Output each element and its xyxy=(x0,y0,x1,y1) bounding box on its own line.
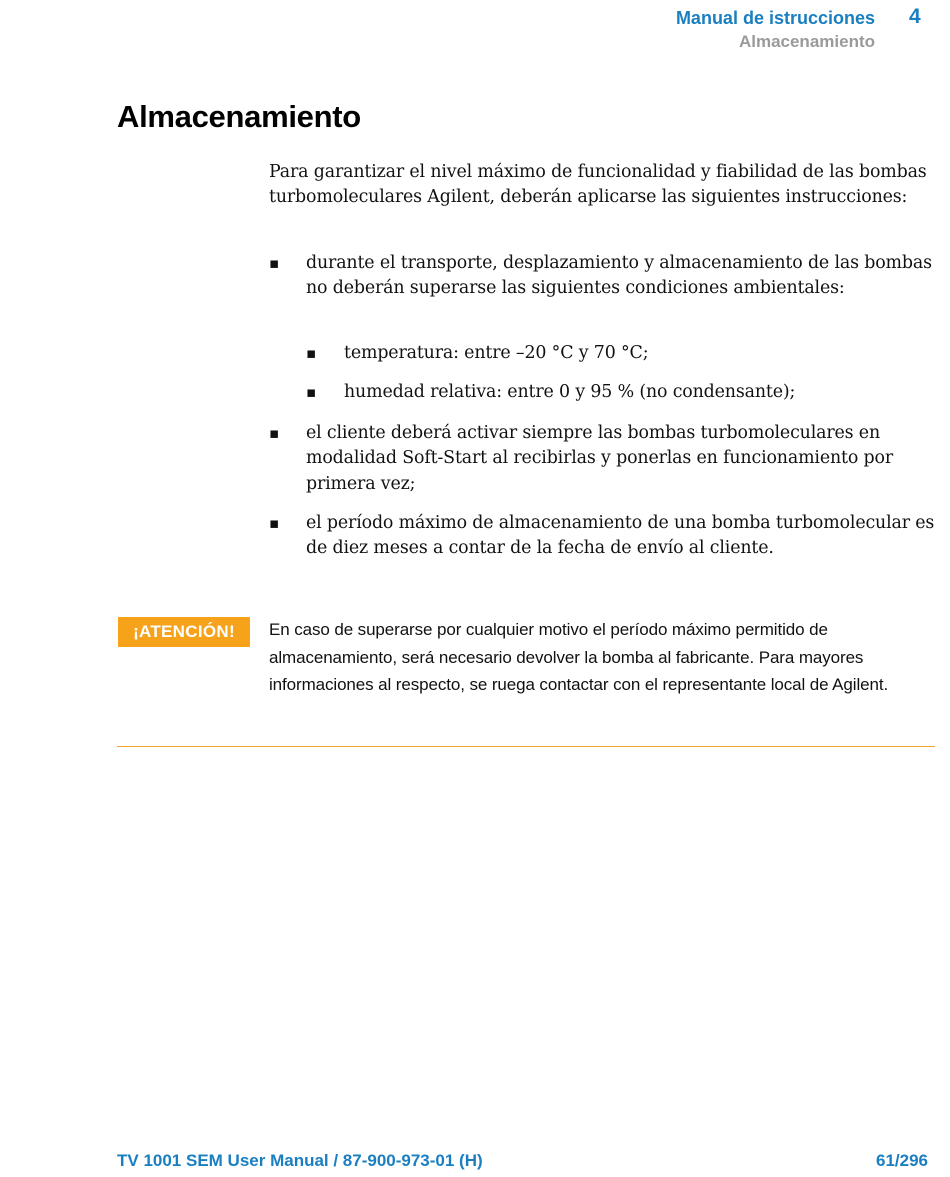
bullet-icon: ▪ xyxy=(306,383,317,401)
bullet-icon: ▪ xyxy=(269,424,280,442)
footer-document-reference: TV 1001 SEM User Manual / 87-900-973-01 (H) xyxy=(117,1151,483,1170)
bullet-icon: ▪ xyxy=(269,514,280,532)
bullet-item-transport xyxy=(269,251,935,302)
warning-text: En caso de superarse por cualquier motivo el período máximo permitido de almacenamiento, será necesario devolver la bomba al fabricante. Para mayores informaciones al respecto, se ruega contactar con el representante local de Agilent. xyxy=(269,620,889,694)
header-section-subtitle: Almacenamiento xyxy=(738,32,875,51)
section-heading: Almacenamiento xyxy=(117,99,361,134)
sub-bullet-temperature xyxy=(306,341,936,366)
header-manual-title: Manual de istrucciones xyxy=(675,8,875,28)
bullet-icon: ▪ xyxy=(269,254,280,272)
bullet-text: el cliente deberá activar siempre las bombas turbomoleculares en modalidad Soft-Start al recibirlas y ponerlas en funcionamiento por primera vez; xyxy=(306,423,894,494)
footer-page-number: 61/296 xyxy=(876,1151,928,1170)
sub-bullet-text: humedad relativa: entre 0 y 95 % (no condensante); xyxy=(344,382,796,402)
bullet-item-soft-start xyxy=(269,421,935,497)
bullet-text: el período máximo de almacenamiento de una bomba turbomolecular es de diez meses a contar de la fecha de envío al cliente. xyxy=(306,513,935,559)
bullet-item-storage-period xyxy=(269,511,935,562)
intro-paragraph: Para garantizar el nivel máximo de funcionalidad y fiabilidad de las bombas turbomoleculares Agilent, deberán aplicarse las siguientes instrucciones: xyxy=(269,162,927,208)
sub-bullet-humidity xyxy=(306,380,936,405)
sub-bullet-text: temperatura: entre –20 °C y 70 °C; xyxy=(344,343,649,363)
section-divider xyxy=(117,746,935,747)
bullet-text: durante el transporte, desplazamiento y almacenamiento de las bombas no deberán superarse las siguientes condiciones ambientales: xyxy=(306,253,932,299)
warning-badge: ¡ATENCIÓN! xyxy=(118,617,250,647)
header-chapter-number: 4 xyxy=(909,5,921,28)
bullet-icon: ▪ xyxy=(306,344,317,362)
